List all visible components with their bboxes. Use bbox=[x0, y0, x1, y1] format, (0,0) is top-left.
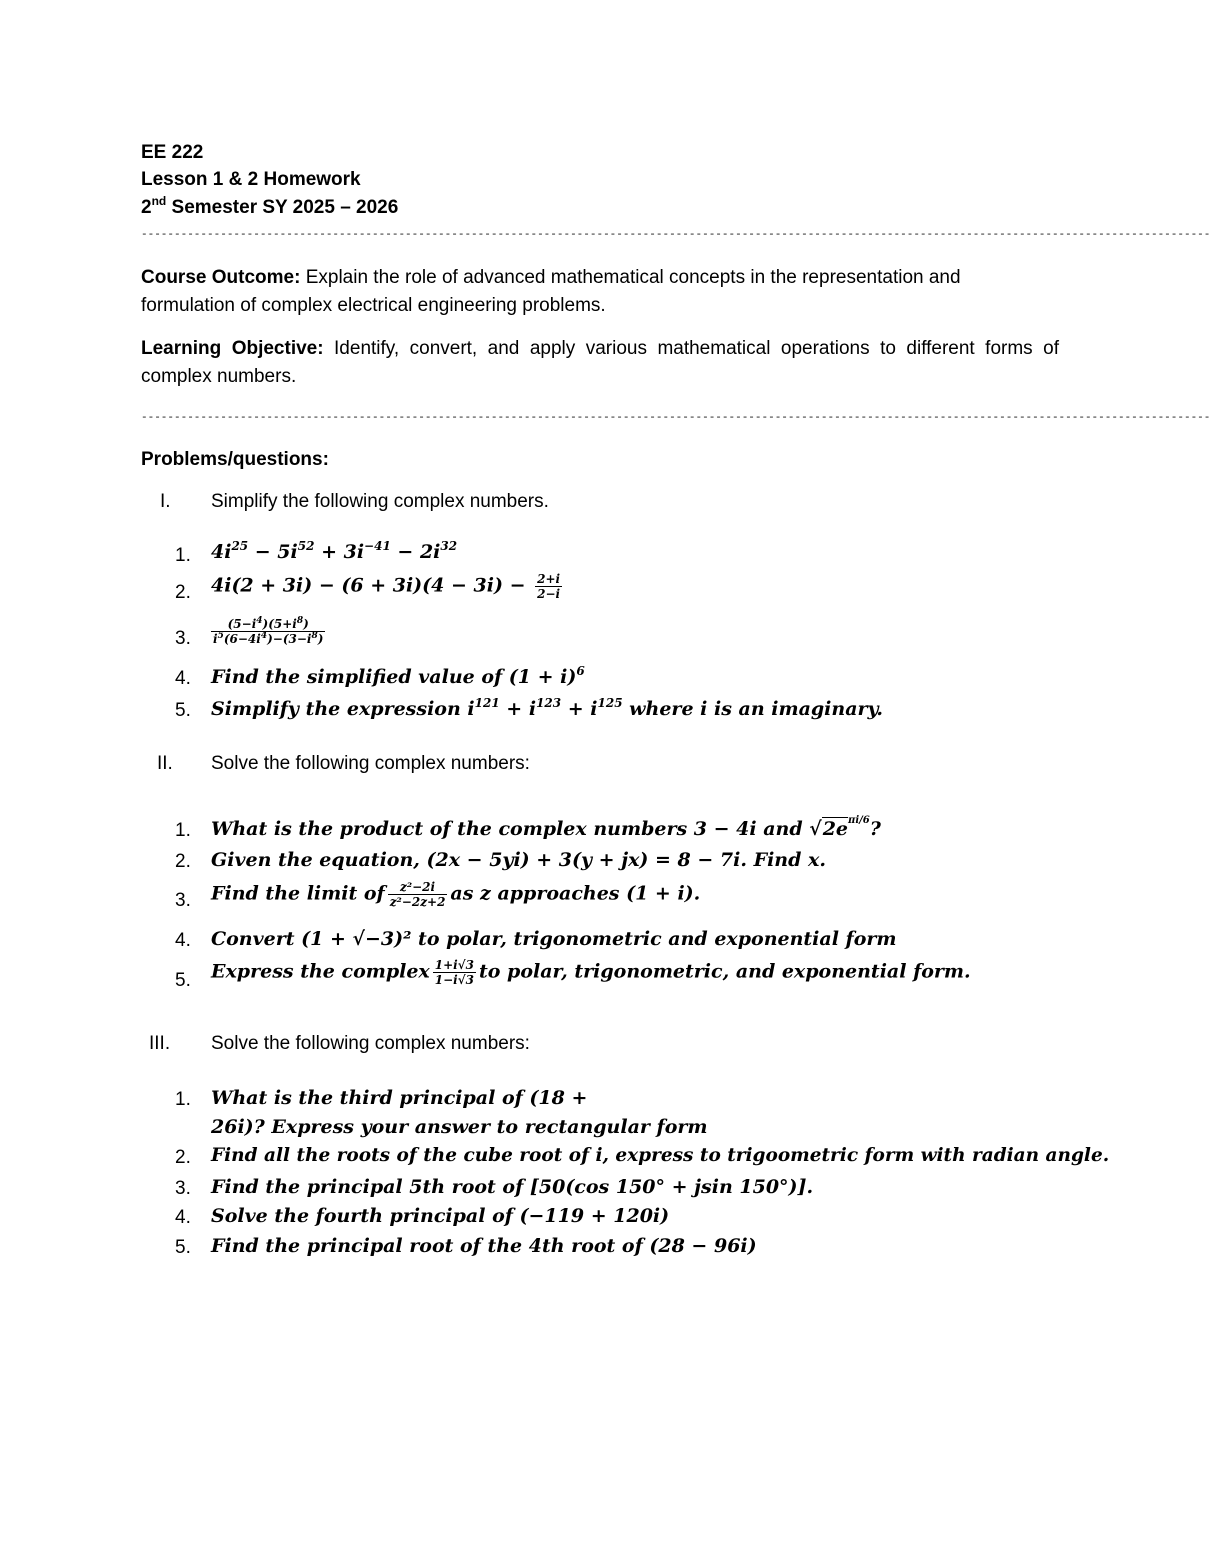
learning-objective bbox=[141, 335, 1059, 391]
s2-item-1-expression: What is the product of the complex numbers 3 − 4i and $√2e^{\pi i/6}$? bbox=[211, 815, 881, 840]
s1-item-2-expression: 4i(2 + 3i) − (6 + 3i)(4 − 3i) − $\frac{2+i}{2-i}$ bbox=[211, 572, 561, 601]
homework-title: Lesson 1 & 2 Homework bbox=[141, 169, 361, 190]
divider-bottom: ------------------------------------------------------------------------------------------------------------------------------------------------------------------ bbox=[141, 412, 1210, 424]
semester-line bbox=[141, 194, 399, 219]
s3-item-3-expression: Find the principal 5th root of [50(cos 150° + jsin 150°)]. bbox=[211, 1176, 814, 1198]
s1-item-3-fraction: $\frac{(5-i^4)(5+i^8)}{i^5(6-4i^4)-(3-i^8)}$ bbox=[213, 616, 324, 646]
learning-objective-text: Identify, convert, and apply various mathematical operations to different forms of complex numbers. bbox=[141, 338, 1059, 387]
s1-item-4-number: 4. bbox=[175, 668, 191, 689]
s1-item-2-fraction: $\frac{2+i}{2-i}$ bbox=[537, 572, 561, 601]
s1-item-2-number: 2. bbox=[175, 582, 191, 603]
course-outcome-label: Course Outcome: bbox=[141, 267, 301, 288]
s3-item-1-number: 1. bbox=[175, 1089, 191, 1110]
s2-item-3-number: 3. bbox=[175, 890, 191, 911]
section-2-numeral: II. bbox=[157, 753, 173, 774]
section-1-title: Simplify the following complex numbers. bbox=[211, 491, 549, 512]
s2-item-4-number: 4. bbox=[175, 930, 191, 951]
s3-item-2-number: 2. bbox=[175, 1147, 191, 1168]
s2-item-5-number: 5. bbox=[175, 970, 191, 991]
s2-item-2-expression: Given the equation, (2x − 5yi) + 3(y + jx) = 8 − 7i. Find x. bbox=[211, 849, 826, 871]
s1-item-1-expression: $4i^{25} - 5i^{52} + 3i^{-41} - 2i^{32}$ bbox=[211, 539, 458, 563]
s1-item-3-number: 3. bbox=[175, 628, 191, 649]
s2-item-2-number: 2. bbox=[175, 851, 191, 872]
course-outcome bbox=[141, 264, 1059, 320]
s2-item-4-expression: Convert (1 + √−3)² to polar, trigonometric and exponential form bbox=[211, 928, 897, 950]
section-3-title: Solve the following complex numbers: bbox=[211, 1033, 530, 1054]
s1-item-5-number: 5. bbox=[175, 700, 191, 721]
s2-item-5-fraction: $\frac{1+i√3}{1-i√3}$ bbox=[434, 958, 474, 987]
course-code: EE 222 bbox=[141, 142, 204, 163]
s3-item-1-expression-line-1: What is the third principal of (18 + bbox=[211, 1087, 588, 1109]
s1-item-5-expression: Simplify the expression $i^{121} + i^{123} + i^{125}$ where i is an imaginary. bbox=[211, 696, 883, 720]
s3-item-4-number: 4. bbox=[175, 1207, 191, 1228]
learning-objective-label: Learning Objective: bbox=[141, 338, 324, 359]
s1-item-1-number: 1. bbox=[175, 545, 191, 566]
s3-item-5-expression: Find the principal root of the 4th root of (28 − 96i) bbox=[211, 1235, 757, 1257]
s1-item-3-expression bbox=[211, 617, 328, 646]
problems-heading: Problems/questions: bbox=[141, 449, 329, 470]
semester-suffix: nd bbox=[151, 194, 167, 208]
section-1-numeral: I. bbox=[160, 491, 171, 512]
s2-item-5-expression: Express the complex $\frac{1+i√3}{1-i√3}$ to polar, trigonometric, and exponential form. bbox=[211, 958, 971, 987]
s1-item-4-expression: Find the simplified value of $(1 + i)^6$ bbox=[211, 664, 585, 688]
s3-item-5-number: 5. bbox=[175, 1237, 191, 1258]
divider-top: ------------------------------------------------------------------------------------------------------------------------------------------------------------------ bbox=[141, 229, 1210, 241]
semester-prefix: 2 bbox=[141, 197, 152, 218]
course-outcome-text: Explain the role of advanced mathematical concepts in the representation and formulation of complex electrical engineering problems. bbox=[141, 267, 961, 316]
semester-rest: Semester SY 2025 – 2026 bbox=[166, 197, 399, 218]
s3-item-3-number: 3. bbox=[175, 1178, 191, 1199]
s2-item-3-expression: Find the limit of $\frac{\text{z²−2i}}{\text{z²−2z+2}}$ as z approaches (1 + i). bbox=[211, 880, 701, 909]
section-2-title: Solve the following complex numbers: bbox=[211, 753, 530, 774]
s3-item-4-expression: Solve the fourth principal of (−119 + 120i) bbox=[211, 1205, 670, 1227]
s3-item-2-expression: Find all the roots of the cube root of i, express to trigoometric form with radian angle. bbox=[211, 1145, 1110, 1166]
s2-item-3-fraction: $\frac{\text{z²−2i}}{\text{z²−2z+2}}$ bbox=[389, 880, 446, 909]
s3-item-1-expression-line-2: 26i)? Express your answer to rectangular form bbox=[211, 1116, 708, 1138]
s2-item-1-number: 1. bbox=[175, 820, 191, 841]
section-3-numeral: III. bbox=[149, 1033, 171, 1054]
